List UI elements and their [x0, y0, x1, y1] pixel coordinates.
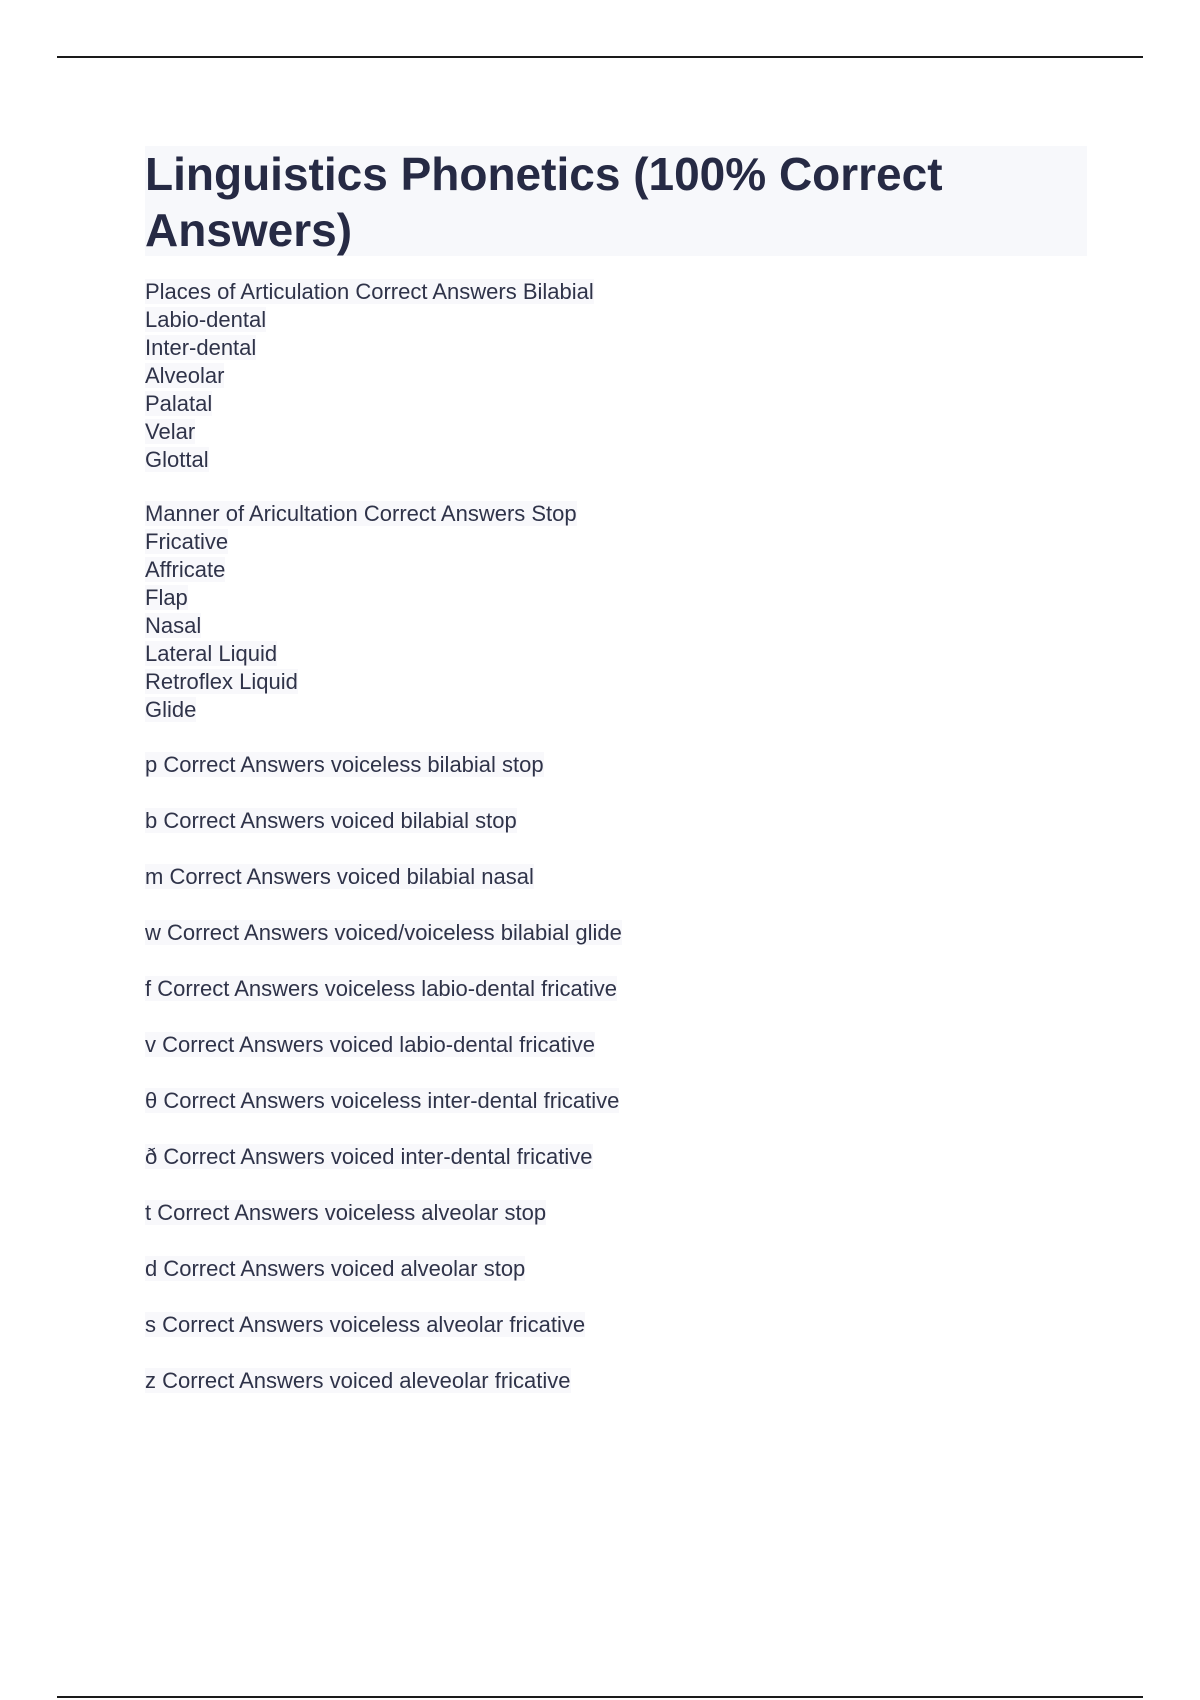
qa-item: t Correct Answers voiceless alveolar stop: [145, 1200, 547, 1225]
definitions-section: [145, 278, 1087, 1395]
qa-item: f Correct Answers voiceless labio-dental fricative: [145, 976, 617, 1001]
qa-item: m Correct Answers voiced bilabial nasal: [145, 864, 534, 889]
text-line: Flap: [145, 585, 188, 610]
qa-item: θ Correct Answers voiceless inter-dental fricative: [145, 1088, 620, 1113]
qa-item: p Correct Answers voiceless bilabial stop: [145, 752, 544, 777]
text-line: Affricate: [145, 557, 226, 582]
text-line: Glide: [145, 697, 197, 722]
qa-item: s Correct Answers voiceless alveolar fricative: [145, 1312, 586, 1337]
text-line: Labio-dental: [145, 307, 267, 332]
text-line: Places of Articulation Correct Answers Bilabial: [145, 279, 594, 304]
header-rule: [57, 56, 1143, 58]
document-title: Linguistics Phonetics (100% Correct Answers): [145, 146, 1087, 256]
manner-of-articulation-block: [145, 500, 1087, 724]
text-line: Inter-dental: [145, 335, 257, 360]
text-line: Fricative: [145, 529, 229, 554]
qa-item: b Correct Answers voiced bilabial stop: [145, 808, 517, 833]
footer-rule: [57, 1696, 1143, 1698]
text-line: Manner of Aricultation Correct Answers Stop: [145, 501, 577, 526]
qa-item: v Correct Answers voiced labio-dental fricative: [145, 1032, 595, 1057]
text-line: Glottal: [145, 447, 209, 472]
document-body: [145, 146, 1087, 1395]
qa-item: w Correct Answers voiced/voiceless bilabial glide: [145, 920, 622, 945]
qa-item: ð Correct Answers voiced inter-dental fricative: [145, 1144, 593, 1169]
places-of-articulation-block: [145, 278, 1087, 474]
text-line: Alveolar: [145, 363, 225, 388]
text-line: Palatal: [145, 391, 213, 416]
qa-item: d Correct Answers voiced alveolar stop: [145, 1256, 526, 1281]
text-line: Retroflex Liquid: [145, 669, 298, 694]
qa-item: z Correct Answers voiced aleveolar fricative: [145, 1368, 571, 1393]
text-line: Nasal: [145, 613, 202, 638]
text-line: Lateral Liquid: [145, 641, 278, 666]
text-line: Velar: [145, 419, 196, 444]
